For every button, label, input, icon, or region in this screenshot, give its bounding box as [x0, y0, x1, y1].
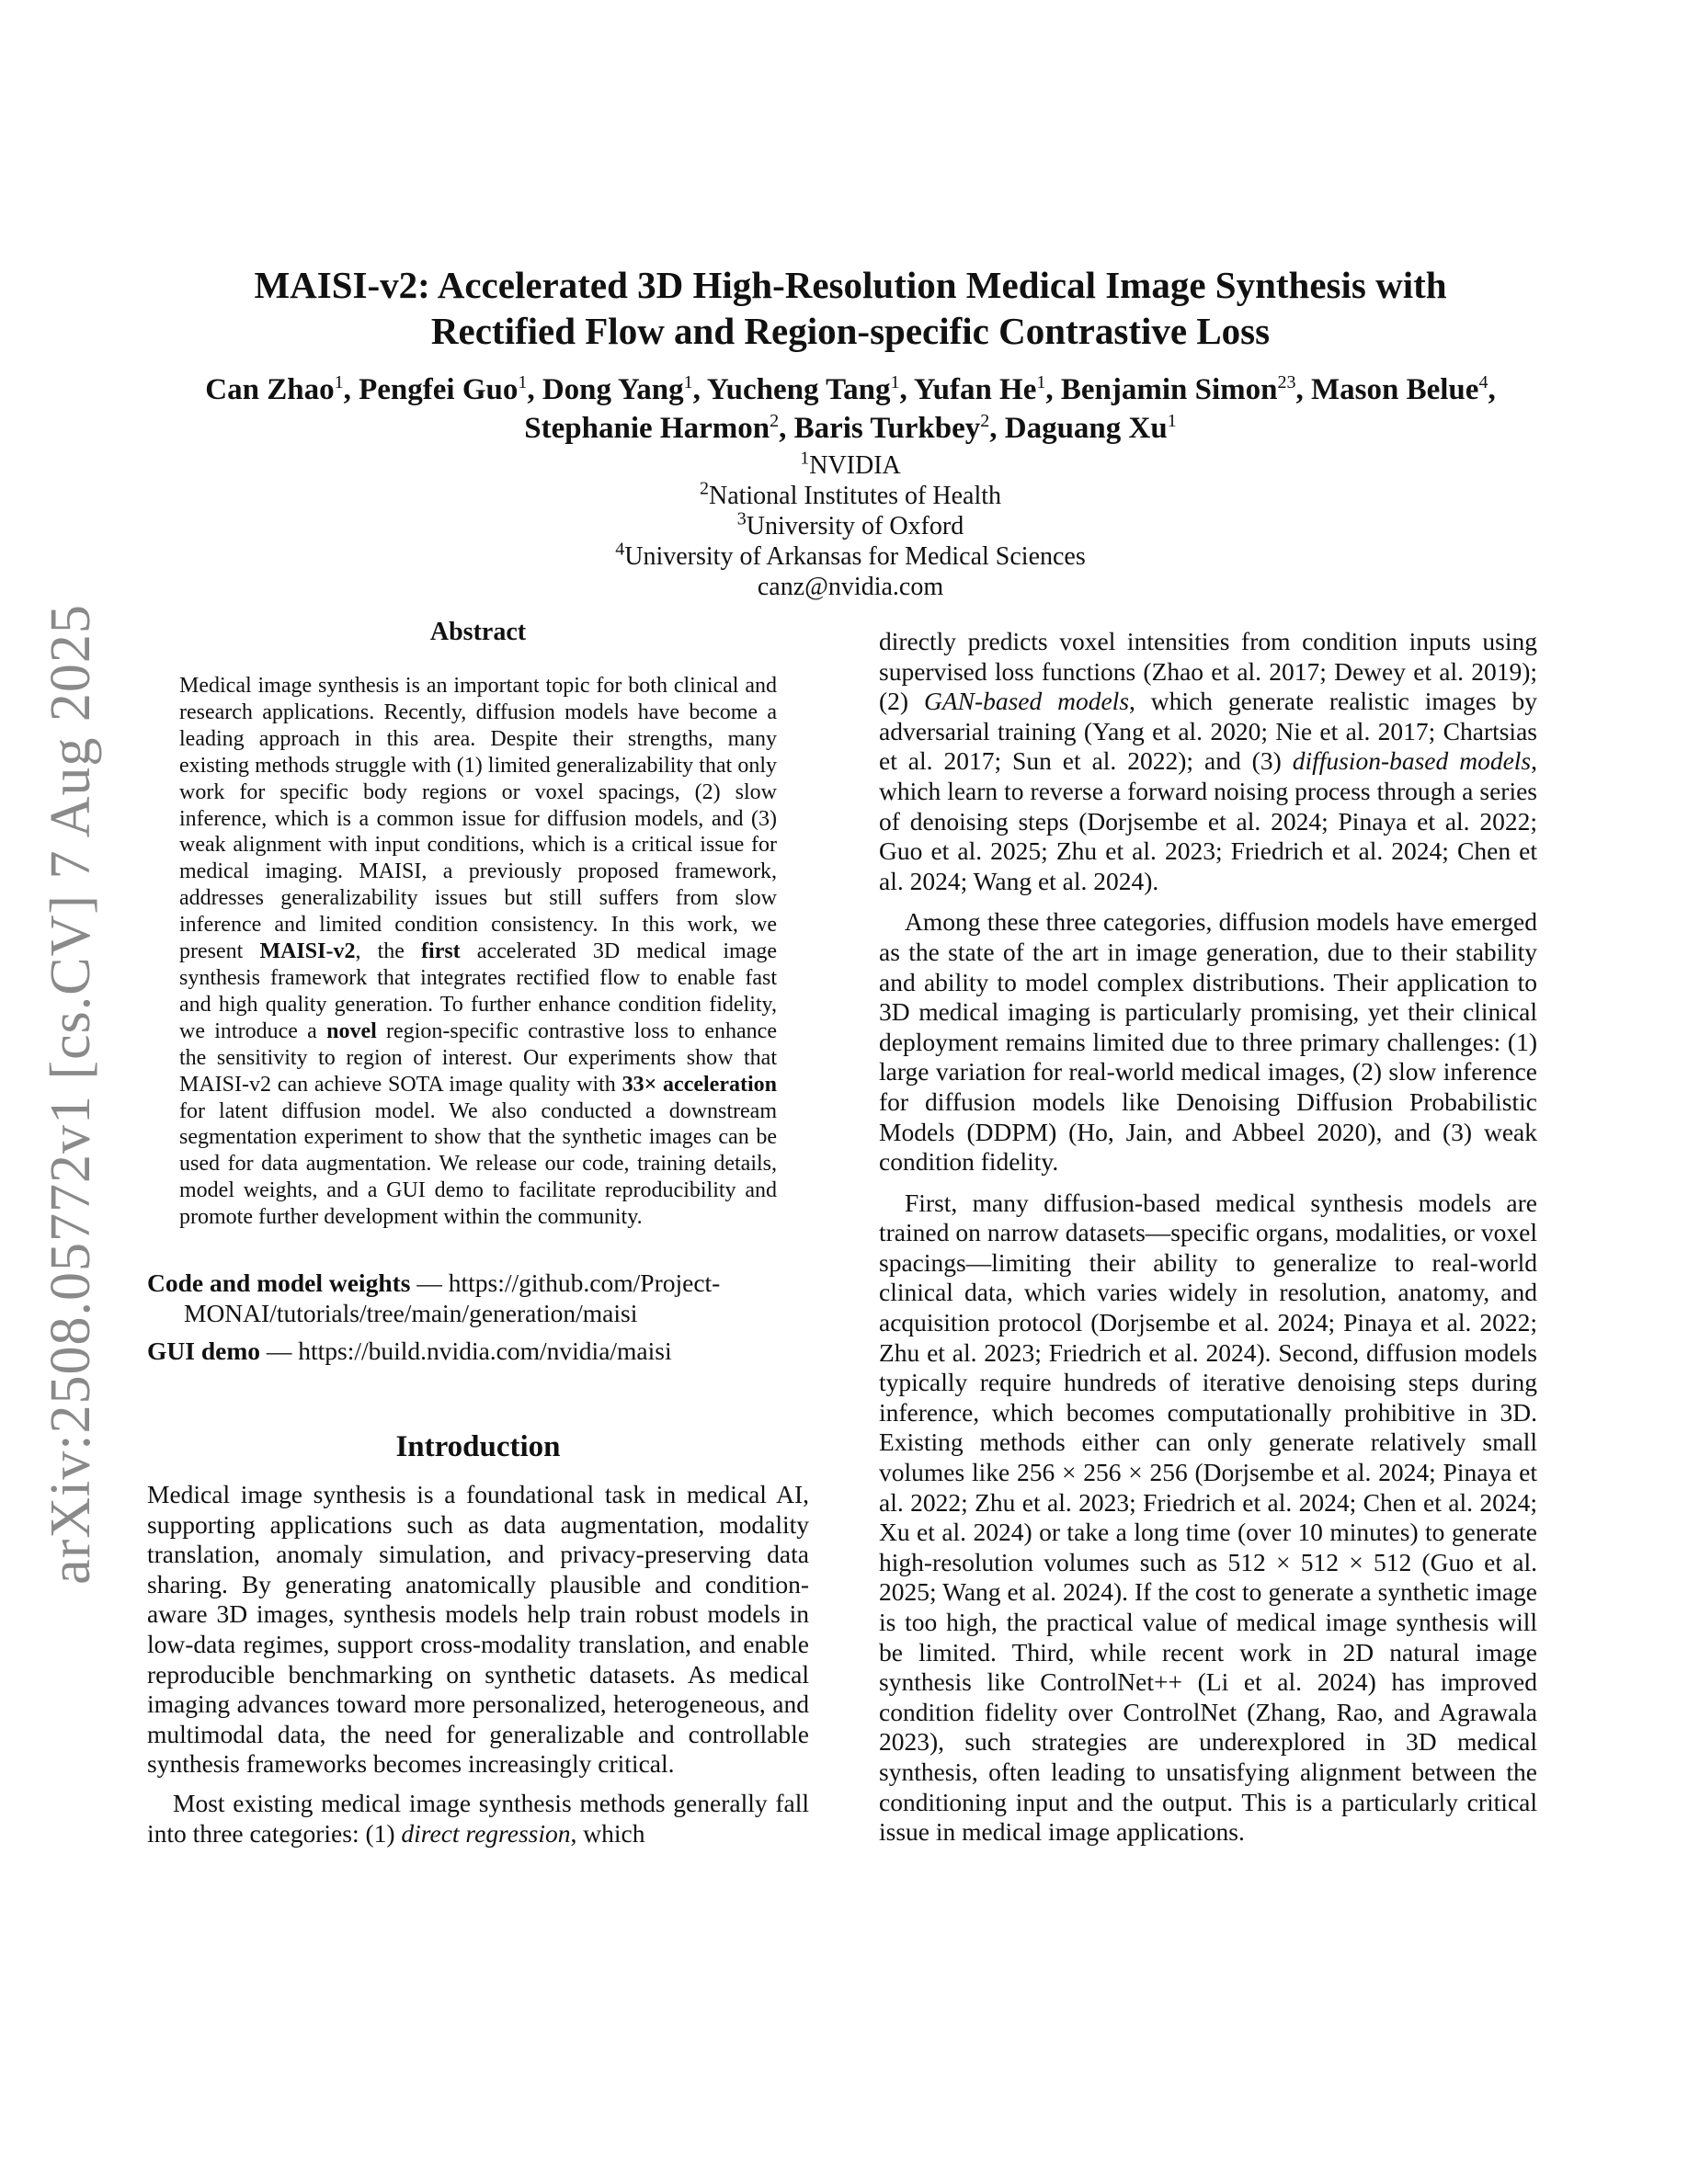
author-name: Baris Turkbey [793, 412, 981, 445]
affiliation-line [147, 478, 1554, 511]
author-name: Pengfei Guo [359, 373, 519, 406]
abstract-text: Medical image synthesis is an important topic for both clinical and research applications. Recently, diffusion models have become a leading approach in this area. Despite their strengths, many existing methods struggle with (1) limited generalizability that only work for specific body regions or voxel spacings, (2) slow inference, which is a common issue for diffusion models, and (3) weak alignment with input conditions, which is a critical issue for medical imaging. MAISI, a previously proposed framework, addresses generalizability issues but still suffers from slow inference and limited condition consistency. In this work, we present MAISI-v2, the first accelerated 3D medical image synthesis framework that integrates rectified flow to enable fast and high quality generation. To further enhance condition fidelity, we introduce a novel region-specific contrastive loss to enhance the sensitivity to region of interest. Our experiments show that MAISI-v2 can achieve SOTA image quality with 33× acceleration for latent diffusion model. We also conducted a downstream segmentation experiment to show that the synthetic images can be used for data augmentation. We release our code, training details, model weights, and a GUI demo to facilitate reproducibility and promote further development within the community. [179, 674, 778, 1230]
bold-term: 33× acceleration [622, 1072, 777, 1097]
code-repository-link[interactable]: https://github.com/Project-MONAI/tutorials/tree/main/generation/maisi [184, 1268, 721, 1328]
italic-term: GAN-based models [923, 687, 1130, 716]
author-affiliation-mark: 2 [980, 411, 990, 431]
author-name: Can Zhao [205, 373, 335, 406]
author-separator: , [1045, 373, 1061, 406]
code-link-row: Code and model weights — https://github.com/Project-MONAI/tutorials/tree/main/generation/maisi [147, 1268, 721, 1328]
title-line-2: Rectified Flow and Region-specific Contrastive Loss [430, 310, 1271, 352]
right-column [879, 627, 1537, 1859]
author-affiliation-mark: 1 [1167, 411, 1177, 431]
demo-link-row: GUI demo — https://build.nvidia.com/nvidia/maisi [147, 1337, 672, 1366]
author-separator: , [779, 412, 794, 445]
paper-title [147, 262, 1554, 354]
body-paragraph-limitations: First, many diffusion-based medical synthesis models are trained on narrow datasets—specific organs, modalities, or voxel spacings—limiting their ability to generalize to real-world clinical data, which varies widely in resolution, anatomy, and acquisition protocol (Dorjsembe et al. 2024; Pinaya et al. 2022; Zhu et al. 2023; Friedrich et al. 2024). Second, diffusion models typically require hundreds of iterative denoising steps during inference, which becomes computationally prohibitive in 3D. Existing methods either can only generate relatively small volumes like 256 × 256 × 256 (Dorjsembe et al. 2024; Pinaya et al. 2022; Zhu et al. 2023; Friedrich et al. 2024; Chen et al. 2024; Xu et al. 2024) or take a long time (over 10 minutes) to generate high-resolution volumes such as 512 × 512 × 512 (Guo et al. 2025; Wang et al. 2024). If the cost to generate a synthetic image is too high, the practical value of medical image synthesis will be limited. Third, while recent work in 2D natural image synthesis like ControlNet++ (Li et al. 2024) has improved condition fidelity over ControlNet (Zhang, Rao, and Agrawala 2023), such strategies are underexplored in 3D medical synthesis, often leading to unsatisfying alignment between the conditioning input and the output. This is a particularly critical issue in medical image applications. [879, 1188, 1537, 1847]
author-name: Benjamin Simon [1060, 373, 1278, 406]
author-separator: , [692, 373, 707, 406]
author-name: Yufan He [913, 373, 1037, 406]
left-column [147, 618, 809, 1858]
intro-paragraph-2: Most existing medical image synthesis methods generally fall into three categories: (1) direct regression, which [147, 1788, 809, 1848]
author-list [147, 370, 1554, 448]
author-separator: , [527, 373, 542, 406]
intro-paragraph-1: Medical image synthesis is a foundational task in medical AI, supporting applications such as data augmentation, modality translation, anomaly simulation, and privacy-preserving data sharing. By generating anatomically plausible and condition-aware 3D images, synthesis models help train robust models in low-data regimes, support cross-modality translation, and enable reproducible benchmarking on synthetic datasets. As medical imaging advances toward more personalized, heterogeneous, and multimodal data, the need for generalizable and controllable synthesis frameworks becomes increasingly critical. [147, 1480, 809, 1779]
author-name: Stephanie Harmon [524, 412, 770, 445]
author-affiliation-mark: 1 [683, 372, 693, 392]
author-affiliation-mark: 1 [1036, 372, 1046, 392]
contact-email: canz@nvidia.com [757, 573, 944, 601]
bold-term: novel [326, 1018, 377, 1043]
author-name: Mason Belue [1311, 373, 1479, 406]
italic-term: direct regression [401, 1818, 571, 1848]
arxiv-identifier-stamp [17, 603, 125, 1585]
gui-demo-link[interactable]: https://build.nvidia.com/nvidia/maisi [298, 1337, 672, 1366]
body-paragraph-challenges: Among these three categories, diffusion models have emerged as the state of the art in image generation, due to their stability and ability to model complex distributions. Their application to 3D medical imaging is particularly promising, yet their clinical deployment remains limited due to three primary challenges: (1) large variation for real-world medical images, (2) slow inference for diffusion models like Denoising Diffusion Probabilistic Models (DDPM) (Ho, Jain, and Abbeel 2020), and (3) weak condition fidelity. [879, 907, 1537, 1177]
affiliation-name: National Institutes of Health [708, 482, 1002, 510]
link-label: GUI demo [147, 1337, 260, 1366]
author-separator: , [989, 412, 1005, 445]
author-separator: , [1488, 373, 1496, 406]
body-paragraph-continued: directly predicts voxel intensities from condition inputs using supervised loss functions (Zhao et al. 2017; Dewey et al. 2019); (2) GAN-based models, which generate realistic images by adversarial training (Yang et al. 2020; Nie et al. 2017; Chartsias et al. 2017; Sun et al. 2022); and (3) diffusion-based models, which learn to reverse a forward noising process through a series of denoising steps (Dorjsembe et al. 2024; Pinaya et al. 2022; Guo et al. 2025; Zhu et al. 2023; Friedrich et al. 2024; Chen et al. 2024; Wang et al. 2024). [879, 627, 1537, 895]
author-separator: , [343, 373, 359, 406]
author-name: Yucheng Tang [706, 373, 891, 406]
abstract-heading: Abstract [429, 618, 527, 646]
arxiv-stamp-text: arXiv:2508.05772v1 [cs.CV] 7 Aug 2025 [39, 603, 102, 1585]
affiliation-mark: 4 [615, 539, 625, 560]
introduction-heading: Introduction [395, 1430, 561, 1464]
author-separator: , [1295, 373, 1312, 406]
link-label: Code and model weights [147, 1268, 411, 1298]
affiliation-name: NVIDIA [809, 451, 901, 480]
affiliation-line [147, 541, 1554, 572]
italic-term: diffusion-based models [1292, 746, 1532, 776]
affiliation-mark: 1 [800, 448, 810, 469]
author-separator: , [899, 373, 914, 406]
bold-term: first [421, 939, 461, 964]
affiliation-line [147, 450, 1554, 481]
affiliation-mark: 3 [736, 508, 747, 529]
author-line-1 [147, 370, 1554, 448]
author-affiliation-mark: 1 [518, 372, 528, 392]
author-affiliation-mark: 2 [770, 411, 780, 431]
affiliation-list [147, 450, 1554, 602]
resource-links [147, 1268, 809, 1366]
paper-header [147, 262, 1554, 602]
author-affiliation-mark: 23 [1277, 372, 1296, 392]
affiliation-name: University of Arkansas for Medical Sciences [624, 542, 1086, 571]
author-affiliation-mark: 4 [1478, 372, 1488, 392]
bold-term: MAISI-v2 [259, 939, 356, 964]
affiliation-mark: 2 [699, 478, 709, 499]
author-name: Dong Yang [542, 373, 684, 406]
affiliation-line [147, 508, 1554, 541]
author-affiliation-mark: 1 [334, 372, 344, 392]
affiliation-name: University of Oxford [746, 512, 964, 540]
author-affiliation-mark: 1 [890, 372, 900, 392]
title-line-1: MAISI-v2: Accelerated 3D High-Resolution Medical Image Synthesis with [254, 264, 1447, 306]
author-name: Daguang Xu [1004, 412, 1168, 445]
